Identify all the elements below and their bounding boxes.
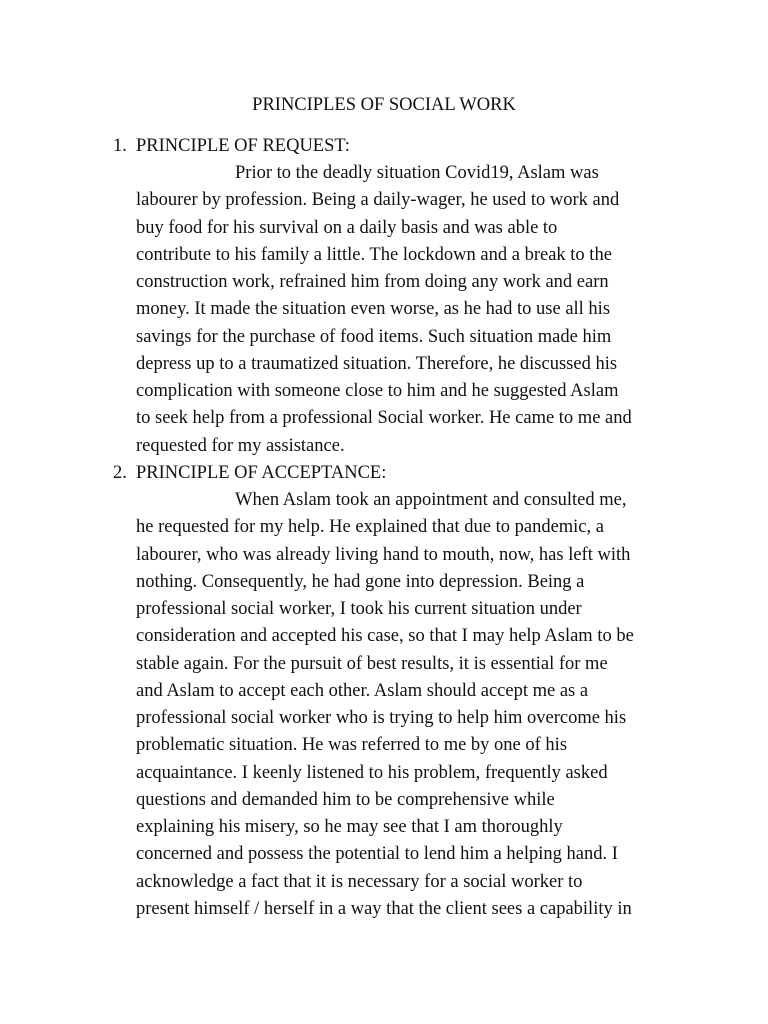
section-heading (113, 133, 693, 160)
paragraph-line: to seek help from a professional Social worker. He came to me and (136, 408, 632, 429)
section-number: 2. (113, 463, 127, 483)
paragraph-line: contribute to his family a little. The lockdown and a break to the (136, 244, 612, 265)
paragraph-line: labourer, who was already living hand to mouth, now, has left with (136, 544, 631, 565)
section-heading-text: PRINCIPLE OF REQUEST: (136, 136, 350, 156)
paragraph-line: professional social worker, I took his current situation under (136, 599, 582, 619)
paragraph-line: When Aslam took an appointment and consulted me, (235, 490, 627, 510)
section-principle-of-request (113, 133, 693, 460)
paragraph-line: acknowledge a fact that it is necessary for a social worker to (136, 871, 583, 892)
paragraph-line: nothing. Consequently, he had gone into depression. Being a (136, 571, 585, 592)
paragraph-line: requested for my assistance. (136, 435, 345, 456)
paragraph-line: he requested for my help. He explained that due to pandemic, a (136, 517, 604, 538)
paragraph-line: construction work, refrained him from doing any work and earn (136, 272, 609, 292)
paragraph-line: explaining his misery, so he may see that I am thoroughly (136, 817, 563, 837)
page-title: PRINCIPLES OF SOCIAL WORK (252, 95, 516, 115)
paragraph-line: professional social worker who is trying to help him overcome his (136, 708, 627, 728)
paragraph-line: acquaintance. I keenly listened to his problem, frequently asked (136, 762, 608, 783)
paragraph-line: savings for the purchase of food items. Such situation made him (136, 326, 612, 347)
paragraph-line: and Aslam to accept each other. Aslam should accept me as a (136, 680, 589, 701)
paragraph-line: money. It made the situation even worse, as he had to use all his (136, 299, 611, 320)
section-heading (113, 460, 693, 487)
section-heading-text: PRINCIPLE OF ACCEPTANCE: (136, 463, 387, 483)
paragraph-line: problematic situation. He was referred to me by one of his (136, 735, 568, 756)
paragraph-line: concerned and possess the potential to lend him a helping hand. I (136, 844, 618, 865)
paragraph-line: depress up to a traumatized situation. Therefore, he discussed his (136, 353, 618, 374)
section-body (136, 160, 696, 460)
paragraph-line: stable again. For the pursuit of best results, it is essential for me (136, 653, 608, 674)
paragraph-line: complication with someone close to him and he suggested Aslam (136, 381, 619, 401)
paragraph-line: buy food for his survival on a daily basis and was able to (136, 217, 558, 238)
paragraph-line: labourer by profession. Being a daily-wager, he used to work and (136, 190, 620, 211)
paragraph-line: present himself / herself in a way that the client sees a capability in (136, 898, 632, 919)
paragraph-line: consideration and accepted his case, so that I may help Aslam to be (136, 626, 634, 647)
section-body (136, 487, 696, 923)
section-principle-of-acceptance (113, 460, 693, 923)
paragraph-line: questions and demanded him to be comprehensive while (136, 789, 555, 810)
paragraph-line: Prior to the deadly situation Covid19, Aslam was (235, 163, 599, 183)
section-number: 1. (113, 136, 127, 156)
